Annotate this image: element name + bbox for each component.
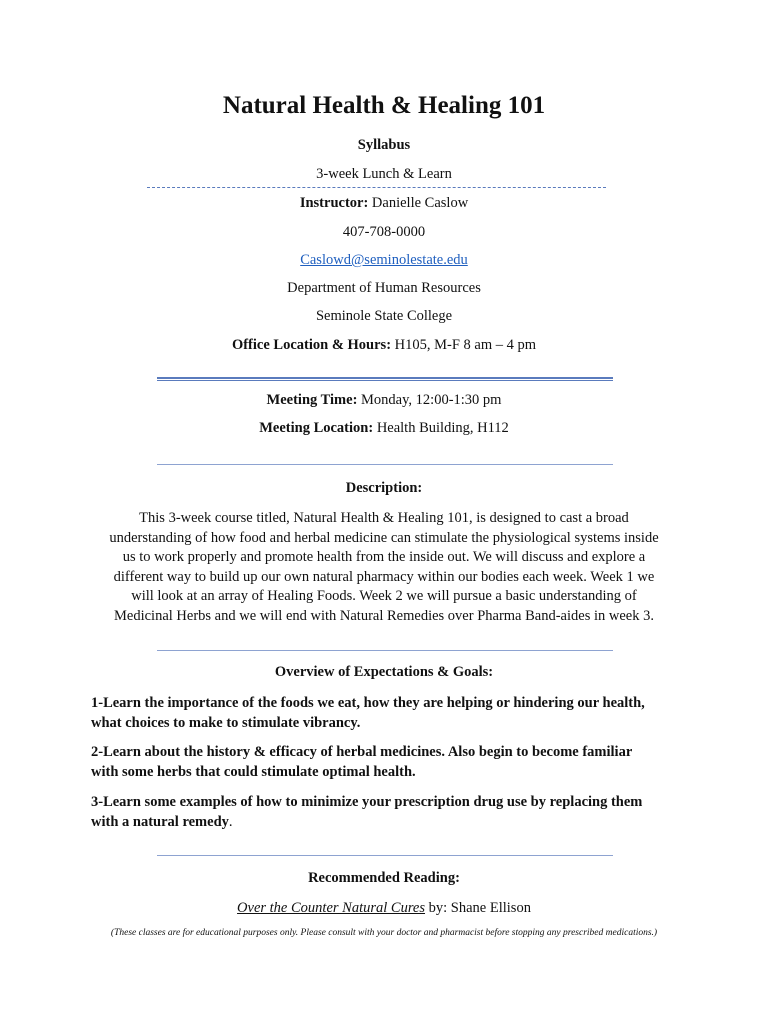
meeting-location-line [0, 420, 768, 437]
office-line [0, 337, 768, 354]
divider-2 [157, 650, 613, 651]
course-format: 3-week Lunch & Learn [316, 166, 452, 182]
goal-line: 2-Learn about the history & efficacy of herbal medicines. Also begin to become familiar [91, 744, 633, 760]
college: Seminole State College [315, 308, 453, 324]
goal-line: 3-Learn some examples of how to minimize your prescription drug use by replacing them [91, 794, 643, 810]
description-line: This 3-week course titled, Natural Health & Healing 101, is designed to cast a broad [139, 510, 629, 526]
description-line: understanding of how food and herbal medicine can stimulate the physiological systems inside [109, 529, 659, 546]
email-line [0, 252, 768, 269]
phone-number: 407-708-0000 [342, 224, 426, 240]
book-author: by: Shane Ellison [425, 900, 531, 916]
page-title: Natural Health & Healing 101 [222, 92, 546, 119]
dashed-divider [147, 187, 606, 188]
goal-item-1 [91, 693, 681, 733]
meeting-time-line [0, 392, 768, 409]
book-title: Over the Counter Natural Cures [237, 900, 426, 916]
goals-heading: Overview of Expectations & Goals: [274, 664, 494, 680]
meeting-time-value: Monday, 12:00-1:30 pm [361, 392, 502, 408]
description-line: Medicinal Herbs and we will end with Natural Remedies over Pharma Band-aides in week 3. [114, 607, 654, 624]
instructor-label: Instructor: [299, 195, 369, 211]
meeting-location-value: Health Building, H112 [376, 420, 509, 436]
meeting-time-label: Meeting Time: [266, 392, 358, 408]
office-label: Office Location & Hours: [231, 337, 392, 353]
divider-3 [157, 855, 613, 856]
goal-item-3 [91, 792, 681, 832]
goal-line: what choices to make to stimulate vibrancy. [91, 715, 361, 731]
description-text [92, 509, 676, 626]
goal-line: 1-Learn the importance of the foods we eat, how they are helping or hindering our health, [91, 695, 645, 711]
description-line: different way to build up our own natural pharmacy within our bodies each week. Week 1 we [113, 568, 655, 585]
goal-item-2 [91, 742, 681, 782]
disclaimer: (These classes are for educational purposes only. Please consult with your doctor and pharmacist before stopping any prescribed medications.) [110, 928, 658, 938]
goal-line: with some herbs that could stimulate optimal health. [91, 764, 416, 780]
subtitle: Syllabus [357, 137, 411, 153]
description-line: us to work properly and promote health from the inside out. We will discuss and explore a [122, 549, 646, 565]
reading-line [0, 900, 768, 917]
department: Department of Human Resources [287, 280, 481, 296]
description-heading: Description: [345, 480, 423, 496]
divider-1 [157, 464, 613, 465]
description-line: will look at an array of Healing Foods. Week 2 we will pursue a basic understanding of [131, 588, 637, 604]
instructor-line [0, 195, 768, 212]
email-link[interactable]: Caslowd@seminolestate.edu [300, 252, 468, 268]
meeting-location-label: Meeting Location: [259, 420, 374, 436]
instructor-name: Danielle Caslow [371, 195, 469, 211]
reading-heading: Recommended Reading: [308, 870, 460, 886]
goal-line: with a natural remedy. [91, 814, 233, 830]
office-value: H105, M-F 8 am – 4 pm [394, 337, 537, 353]
double-divider [157, 377, 613, 381]
